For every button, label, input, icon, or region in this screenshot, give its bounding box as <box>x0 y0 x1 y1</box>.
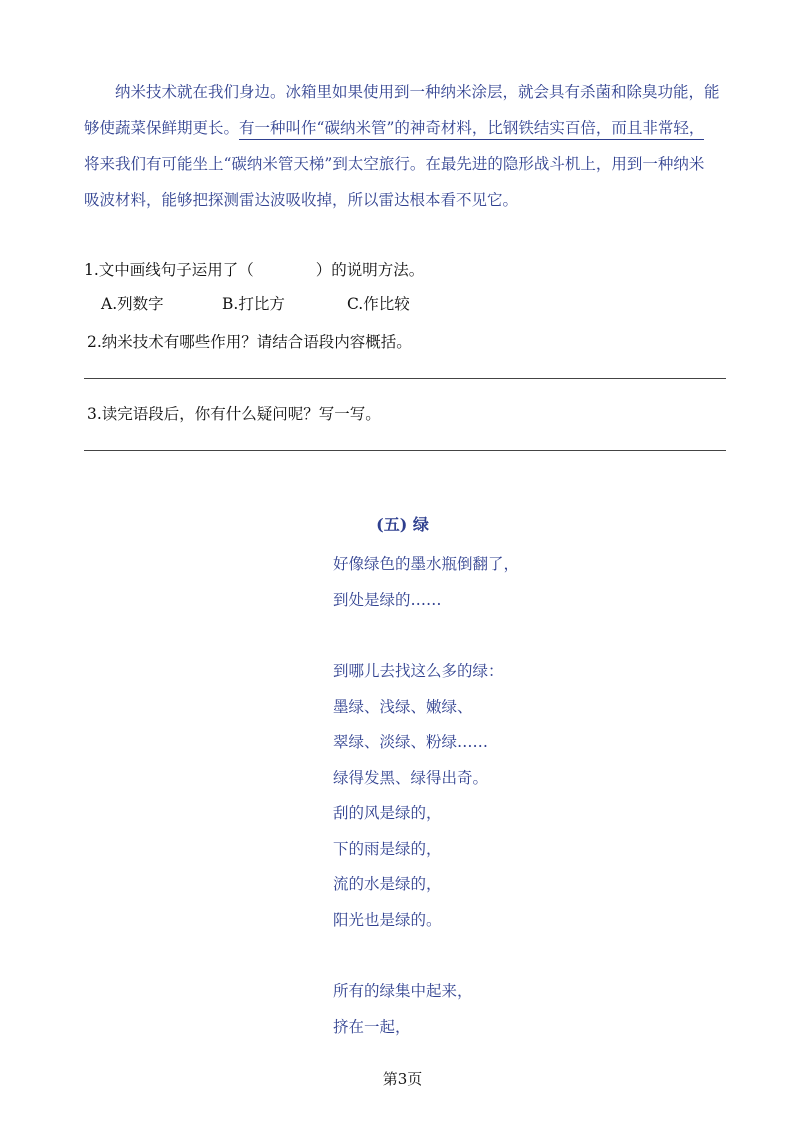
question-3: 3.读完语段后，你有什么疑问呢？写一写。 <box>87 405 381 423</box>
poem-line: 到处是绿的…… <box>333 590 442 609</box>
poem-line: 阳光也是绿的。 <box>333 910 442 929</box>
passage-line-3: 将来我们有可能坐上“碳纳米管天梯”到太空旅行。在最先进的隐形战斗机上，用到一种纳米 <box>84 155 705 173</box>
option-c: C.作比较 <box>347 295 410 313</box>
passage-line-1: 纳米技术就在我们身边。冰箱里如果使用到一种纳米涂层，就会具有杀菌和除臭功能，能 <box>115 83 720 101</box>
reading-passage <box>84 74 724 218</box>
poem-line: 绿得发黑、绿得出奇。 <box>333 768 489 787</box>
question-1: 1.文中画线句子运用了（ ）的说明方法。 <box>84 261 425 279</box>
poem-line: 翠绿、淡绿、粉绿…… <box>333 733 489 751</box>
poem-body <box>333 552 519 1050</box>
option-a: A.列数字 <box>101 295 164 313</box>
underlined-sentence: 有一种叫作“碳纳米管”的神奇材料，比钢铁结实百倍，而且非常轻， <box>239 119 704 140</box>
passage-line-2 <box>84 110 724 146</box>
option-b: B.打比方 <box>222 295 285 313</box>
poem-line: 挤在一起， <box>333 1017 411 1036</box>
poem-line: 流的水是绿的， <box>333 875 442 893</box>
poem-line: 所有的绿集中起来， <box>333 982 473 1000</box>
passage-line-4: 吸波材料，能够把探测雷达波吸收掉，所以雷达根本看不见它。 <box>84 191 519 209</box>
page-number: 第3页 <box>382 1070 423 1088</box>
poem-line: 好像绿色的墨水瓶倒翻了， <box>333 555 520 573</box>
passage-line-2-text: 够使蔬菜保鲜期更长。 <box>84 119 240 137</box>
poem-line: 墨绿、浅绿、嫩绿、 <box>333 697 473 716</box>
poem-line: 下的雨是绿的， <box>333 839 442 858</box>
poem-title: (五) 绿 <box>376 515 429 534</box>
answer-line-3[interactable] <box>84 450 726 451</box>
question-2: 2.纳米技术有哪些作用？请结合语段内容概括。 <box>87 333 412 351</box>
answer-line-2[interactable] <box>84 378 726 379</box>
poem-line: 到哪儿去找这么多的绿： <box>333 662 504 680</box>
poem-line: 刮的风是绿的， <box>333 804 442 822</box>
